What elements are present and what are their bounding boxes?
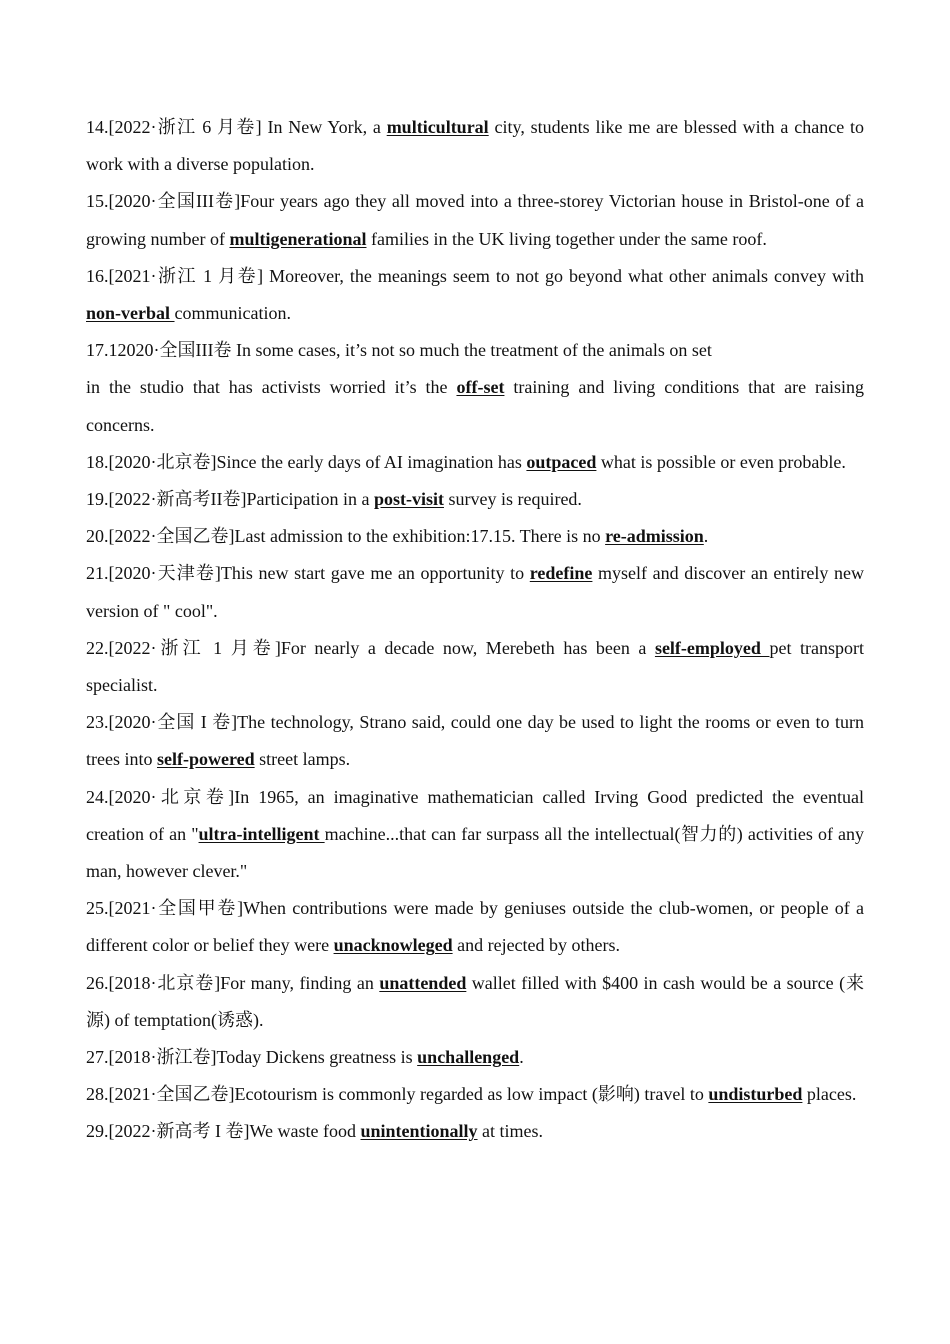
sentence-text: families in the UK living together under the same roof. — [366, 228, 767, 249]
key-word: redefine — [529, 563, 593, 584]
sentence-text: 17.12020·全国III卷 In some cases, it’s not so much the treatment of the animals on set — [86, 340, 712, 361]
key-word: outpaced — [526, 451, 597, 472]
key-word: undisturbed — [708, 1084, 803, 1105]
key-word: re-admission — [605, 526, 704, 547]
sentence-item — [86, 332, 864, 444]
sentence-text: . — [519, 1047, 524, 1068]
key-word: ultra-intelligent — [198, 823, 325, 844]
sentence-item — [86, 965, 864, 1039]
sentence-item — [86, 890, 864, 964]
sentence-item — [86, 1113, 864, 1150]
sentence-item — [86, 779, 864, 891]
sentence-text: pet transport specialist. — [86, 637, 864, 696]
sentence-item — [86, 704, 864, 778]
key-word: self-employed — [654, 637, 770, 658]
sentence-text: 20.[2022·全国乙卷]Last admission to the exhibition:17.15. There is no — [86, 526, 606, 547]
key-word: unintentionally — [360, 1121, 478, 1142]
sentence-text: 18.[2020·北京卷]Since the early days of AI imagination has — [86, 451, 527, 472]
key-word: unacknowleged — [333, 935, 453, 956]
sentence-item — [86, 555, 864, 629]
key-word: self-powered — [156, 749, 255, 770]
sentence-text: places. — [802, 1084, 857, 1105]
sentence-text: . — [703, 526, 709, 547]
key-word: off-set — [456, 377, 505, 398]
sentence-text: 27.[2018·浙江卷]Today Dickens greatness is — [86, 1047, 418, 1068]
sentence-text: 26.[2018·北京卷]For many, finding an — [86, 972, 380, 993]
sentence-text: city, students like me are blessed with a chance to work with a diverse population. — [86, 117, 864, 175]
sentence-text: what is possible or even probable. — [596, 451, 846, 472]
sentence-text: 19.[2022·新高考II卷]Participation in a — [86, 489, 374, 510]
sentence-text: and rejected by others. — [452, 935, 621, 956]
key-word: post-visit — [373, 489, 444, 510]
sentence-item — [86, 258, 864, 332]
sentence-text: in the studio that has activists worried it’s the — [86, 377, 457, 398]
sentence-text: training and living conditions that are raising concerns. — [86, 377, 864, 435]
sentence-text: 15.[2020·全国III卷]Four years ago they all moved into a three-storey Victorian house in Bristol-one of a growing number of — [86, 191, 864, 249]
sentence-text: 23.[2020·全国 I 卷]The technology, Strano said, could one day be used to light the rooms or even to turn trees into — [86, 712, 864, 770]
sentence-text: street lamps. — [254, 749, 351, 770]
sentence-text: wallet filled with $400 in cash would be a source (来源) of temptation(诱惑). — [86, 972, 865, 1030]
sentence-item — [86, 444, 864, 481]
sentence-text: 24.[2020·北京卷]In 1965, an imaginative mathematician called Irving Good predicted the eventual creation of an " — [86, 786, 864, 844]
sentence-item — [86, 109, 864, 183]
sentence-text: survey is required. — [443, 489, 582, 510]
sentence-text: at times. — [477, 1121, 544, 1142]
sentence-text: 25.[2021·全国甲卷]When contributions were made by geniuses outside the club-women, or people of a different color or belief they were — [86, 898, 864, 956]
key-word: multigenerational — [229, 228, 367, 249]
sentence-item — [86, 183, 864, 257]
sentence-item — [86, 1039, 864, 1076]
sentence-text: 14.[2022·浙江 6 月卷] In New York, a — [86, 117, 387, 137]
sentence-text: myself and discover an entirely new version of " cool". — [86, 563, 864, 621]
sentence-text: 29.[2022·新高考 I 卷]We waste food — [86, 1121, 361, 1142]
key-word: non-verbal — [86, 303, 175, 324]
sentence-text: 16.[2021·浙江 1 月卷] Moreover, the meanings seem to not go beyond what other animals convey with — [86, 265, 864, 286]
key-word: multicultural — [386, 117, 489, 137]
sentence-text: 28.[2021·全国乙卷]Ecotourism is commonly regarded as low impact (影响) travel to — [86, 1084, 709, 1105]
sentence-item — [86, 1076, 864, 1113]
document-page — [86, 109, 864, 1151]
sentence-text: communication. — [174, 303, 291, 324]
sentence-item — [86, 518, 864, 555]
sentence-text: 22.[2022·浙江 1 月卷]For nearly a decade now, Merebeth has been a — [86, 637, 655, 658]
sentence-item — [86, 630, 864, 704]
sentence-item — [86, 481, 864, 518]
key-word: unchallenged — [417, 1047, 520, 1068]
key-word: unattended — [379, 972, 467, 993]
sentence-text: 21.[2020·天津卷]This new start gave me an opportunity to — [86, 563, 530, 584]
sentence-text: machine...that can far surpass all the intellectual(智力的) activities of any man, however clever." — [86, 823, 865, 882]
